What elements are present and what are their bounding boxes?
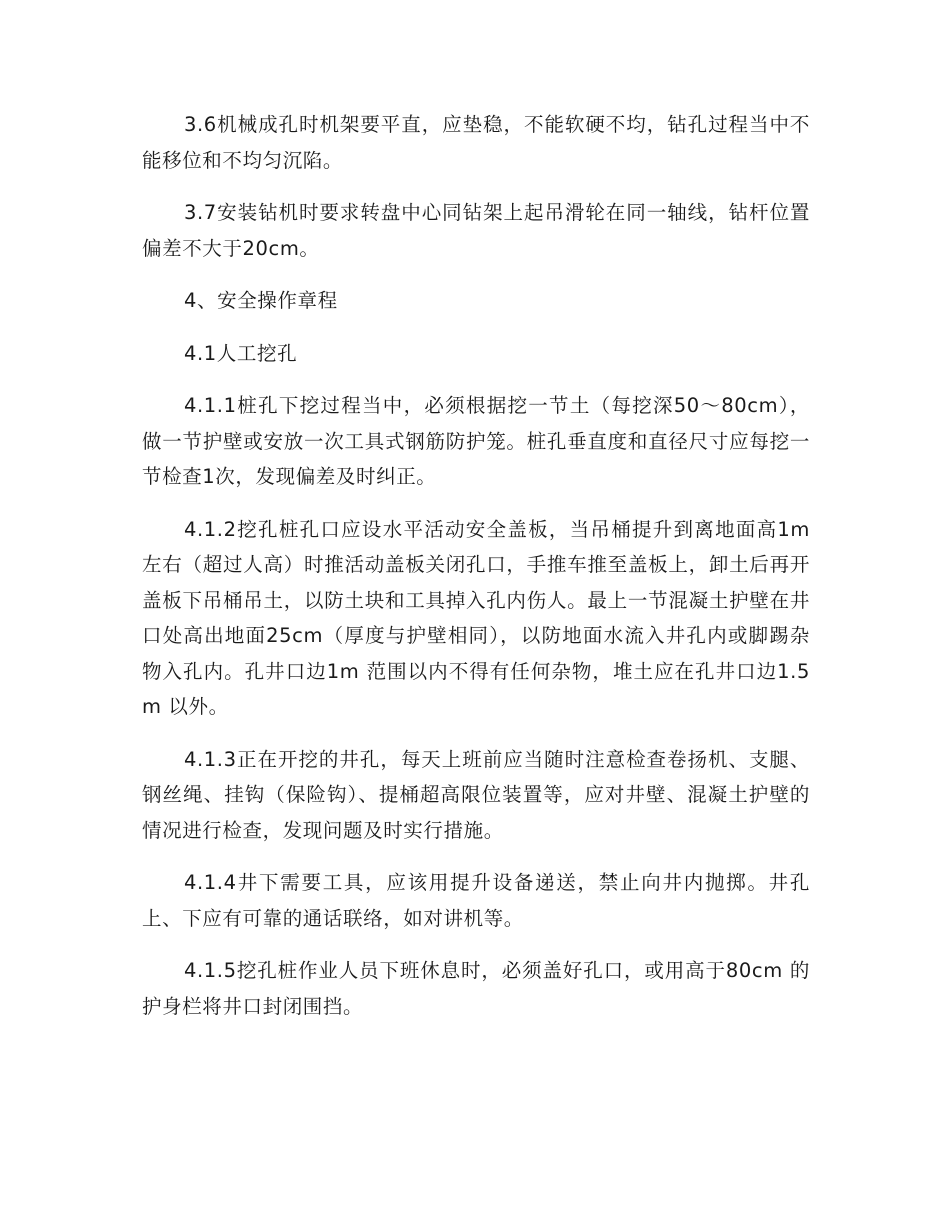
section-heading-4: 4、安全操作章程 <box>184 289 338 312</box>
paragraph-4-1-4: 4.1.4井下需要工具，应该用提升设备递送，禁止向井内抛掷。井孔上、下应有可靠的通话联络，如对讲机等。 <box>142 871 810 930</box>
paragraph-4-1-1: 4.1.1桩孔下挖过程当中，必须根据挖一节土（每挖深50～80cm），做一节护壁或安放一次工具式钢筋防护笼。桩孔垂直度和直径尺寸应每挖一节检查1次，发现偏差及时纠正。 <box>142 394 810 488</box>
paragraph-4-1-2: 4.1.2挖孔桩孔口应设水平活动安全盖板，当吊桶提升到离地面高1m 左右（超过人高）时推活动盖板关闭孔口，手推车推至盖板上，卸土后再开盖板下吊桶吊土，以防土块和工具掉入孔内伤人。最上一节混凝土护壁在井口处高出地面25cm（厚度与护壁相同），以防地面水流入井孔内或脚踢杂物入孔内。孔井口边1m 范围以内不得有任何杂物，堆土应在孔井口边1.5m 以外。 <box>142 517 810 718</box>
paragraph-4-1-3: 4.1.3正在开挖的井孔，每天上班前应当随时注意检查卷扬机、支腿、钢丝绳、挂钩（保险钩）、提桶超高限位装置等，应对井壁、混凝土护壁的情况进行检查，发现问题及时实行措施。 <box>142 747 810 842</box>
paragraph-4-1-5: 4.1.5挖孔桩作业人员下班休息时，必须盖好孔口，或用高于80cm 的护身栏将井口封闭围挡。 <box>142 959 810 1018</box>
subsection-heading-4-1: 4.1人工挖孔 <box>184 341 298 365</box>
paragraph-3-7: 3.7安装钻机时要求转盘中心同钻架上起吊滑轮在同一轴线，钻杆位置偏差不大于20cm。 <box>142 201 810 260</box>
paragraph-3-6: 3.6机械成孔时机架要平直，应垫稳，不能软硬不均，钻孔过程当中不能移位和不均匀沉陷。 <box>142 113 810 172</box>
